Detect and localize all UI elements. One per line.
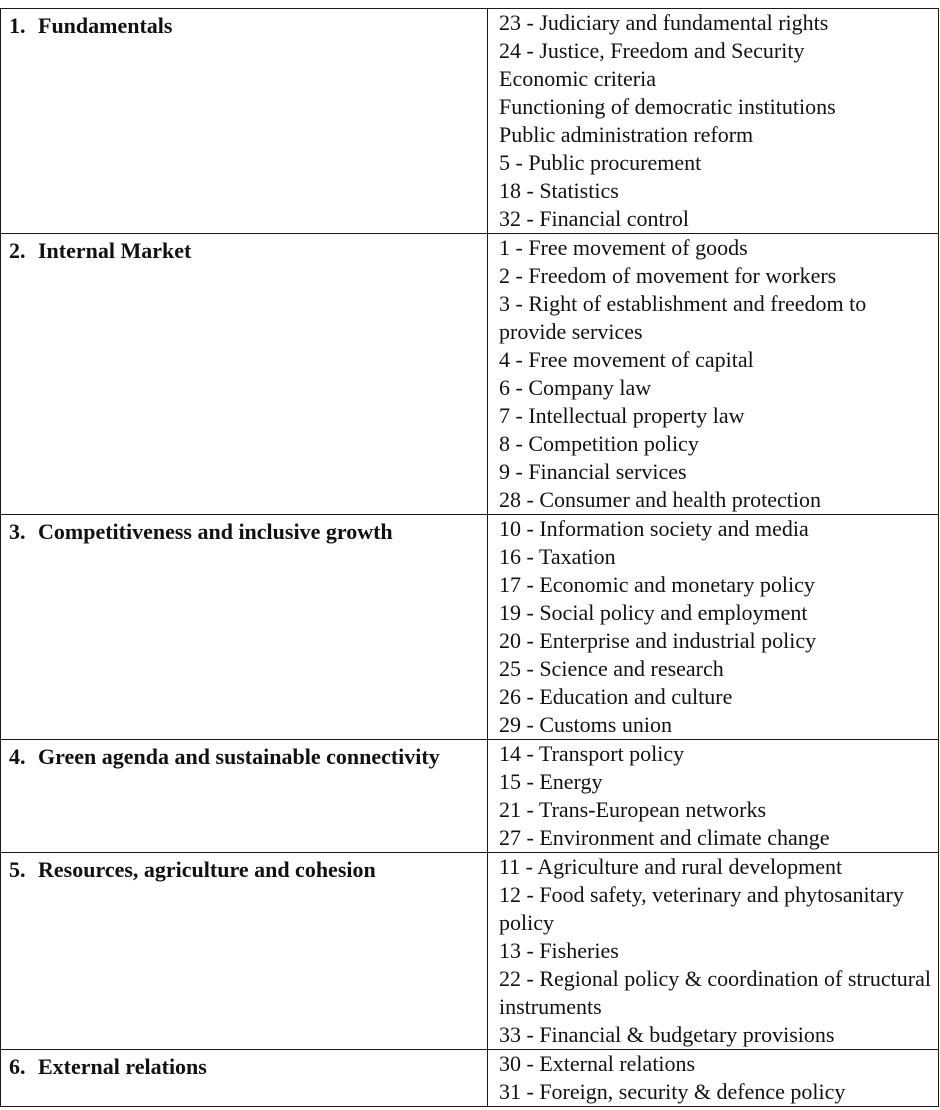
chapter-item: 20 - Enterprise and industrial policy (499, 628, 817, 653)
chapters-cell (488, 740, 939, 853)
cluster-title (9, 1053, 479, 1081)
chapter-item: Functioning of democratic institutions (499, 94, 836, 119)
cluster-number: 4. (9, 744, 26, 769)
chapter-item: 19 - Social policy and employment (499, 600, 808, 625)
chapters-cell (488, 515, 939, 740)
cluster-cell (1, 515, 488, 740)
cluster-row-fundamentals (1, 9, 939, 234)
chapter-item: 27 - Environment and climate change (499, 825, 830, 850)
chapter-item: 16 - Taxation (499, 544, 616, 569)
clusters-table (0, 8, 939, 1107)
cluster-row-resources (1, 853, 939, 1050)
chapter-item: 26 - Education and culture (499, 684, 733, 709)
cluster-row-green-agenda (1, 740, 939, 853)
cluster-title (9, 856, 479, 884)
cluster-name: Internal Market (38, 238, 192, 263)
chapter-item: 21 - Trans-European networks (499, 797, 767, 822)
chapter-item: 31 - Foreign, security & defence policy (499, 1079, 846, 1104)
cluster-title (9, 518, 479, 546)
chapter-item: 30 - External relations (499, 1051, 696, 1076)
chapter-item: 6 - Company law (499, 375, 652, 400)
cluster-row-external-relations (1, 1050, 939, 1107)
chapter-item: 13 - Fisheries (499, 938, 619, 963)
cluster-name: Competitiveness and inclusive growth (38, 519, 393, 544)
cluster-title (9, 12, 479, 40)
chapter-item: 18 - Statistics (499, 178, 619, 203)
chapter-item: 29 - Customs union (499, 712, 672, 737)
cluster-number: 3. (9, 519, 26, 544)
chapter-item: 28 - Consumer and health protection (499, 487, 821, 512)
cluster-title (9, 237, 479, 265)
chapters-cell (488, 853, 939, 1050)
chapter-item: 32 - Financial control (499, 206, 690, 231)
cluster-cell (1, 740, 488, 853)
chapters-cell (488, 1050, 939, 1107)
cluster-number: 5. (9, 857, 26, 882)
chapter-item: 2 - Freedom of movement for workers (499, 263, 837, 288)
chapter-item: 12 - Food safety, veterinary and phytosanitary policy (499, 882, 904, 935)
chapter-item: 11 - Agriculture and rural development (499, 854, 843, 879)
cluster-name: Green agenda and sustainable connectivity (38, 744, 440, 769)
chapter-item: 17 - Economic and monetary policy (499, 572, 815, 597)
chapter-item: 8 - Competition policy (499, 431, 699, 456)
cluster-cell (1, 9, 488, 234)
chapter-item: 33 - Financial & budgetary provisions (499, 1022, 835, 1047)
cluster-number: 6. (9, 1054, 26, 1079)
chapter-item: 10 - Information society and media (499, 516, 809, 541)
cluster-name: External relations (38, 1054, 207, 1079)
cluster-title (9, 743, 479, 771)
chapter-item: 24 - Justice, Freedom and Security (499, 38, 805, 63)
chapters-cell (488, 9, 939, 234)
chapter-item: 22 - Regional policy & coordination of structural instruments (499, 966, 931, 1019)
chapter-item: 7 - Intellectual property law (499, 403, 745, 428)
chapter-item: 14 - Transport policy (499, 741, 685, 766)
chapter-item: Economic criteria (499, 66, 656, 91)
chapter-item: 9 - Financial services (499, 459, 687, 484)
chapter-item: 15 - Energy (499, 769, 603, 794)
cluster-row-competitiveness (1, 515, 939, 740)
cluster-name: Resources, agriculture and cohesion (38, 857, 376, 882)
cluster-row-internal-market (1, 234, 939, 515)
cluster-cell (1, 234, 488, 515)
chapter-item: Public administration reform (499, 122, 754, 147)
chapter-item: 25 - Science and research (499, 656, 724, 681)
cluster-number: 1. (9, 13, 26, 38)
chapters-cell (488, 234, 939, 515)
cluster-name: Fundamentals (38, 13, 173, 38)
chapter-item: 4 - Free movement of capital (499, 347, 754, 372)
cluster-cell (1, 1050, 488, 1107)
cluster-cell (1, 853, 488, 1050)
chapter-item: 1 - Free movement of goods (499, 235, 748, 260)
chapter-item: 5 - Public procurement (499, 150, 702, 175)
chapter-item: 23 - Judiciary and fundamental rights (499, 10, 829, 35)
cluster-number: 2. (9, 238, 26, 263)
chapter-item: 3 - Right of establishment and freedom to provide services (499, 291, 867, 344)
